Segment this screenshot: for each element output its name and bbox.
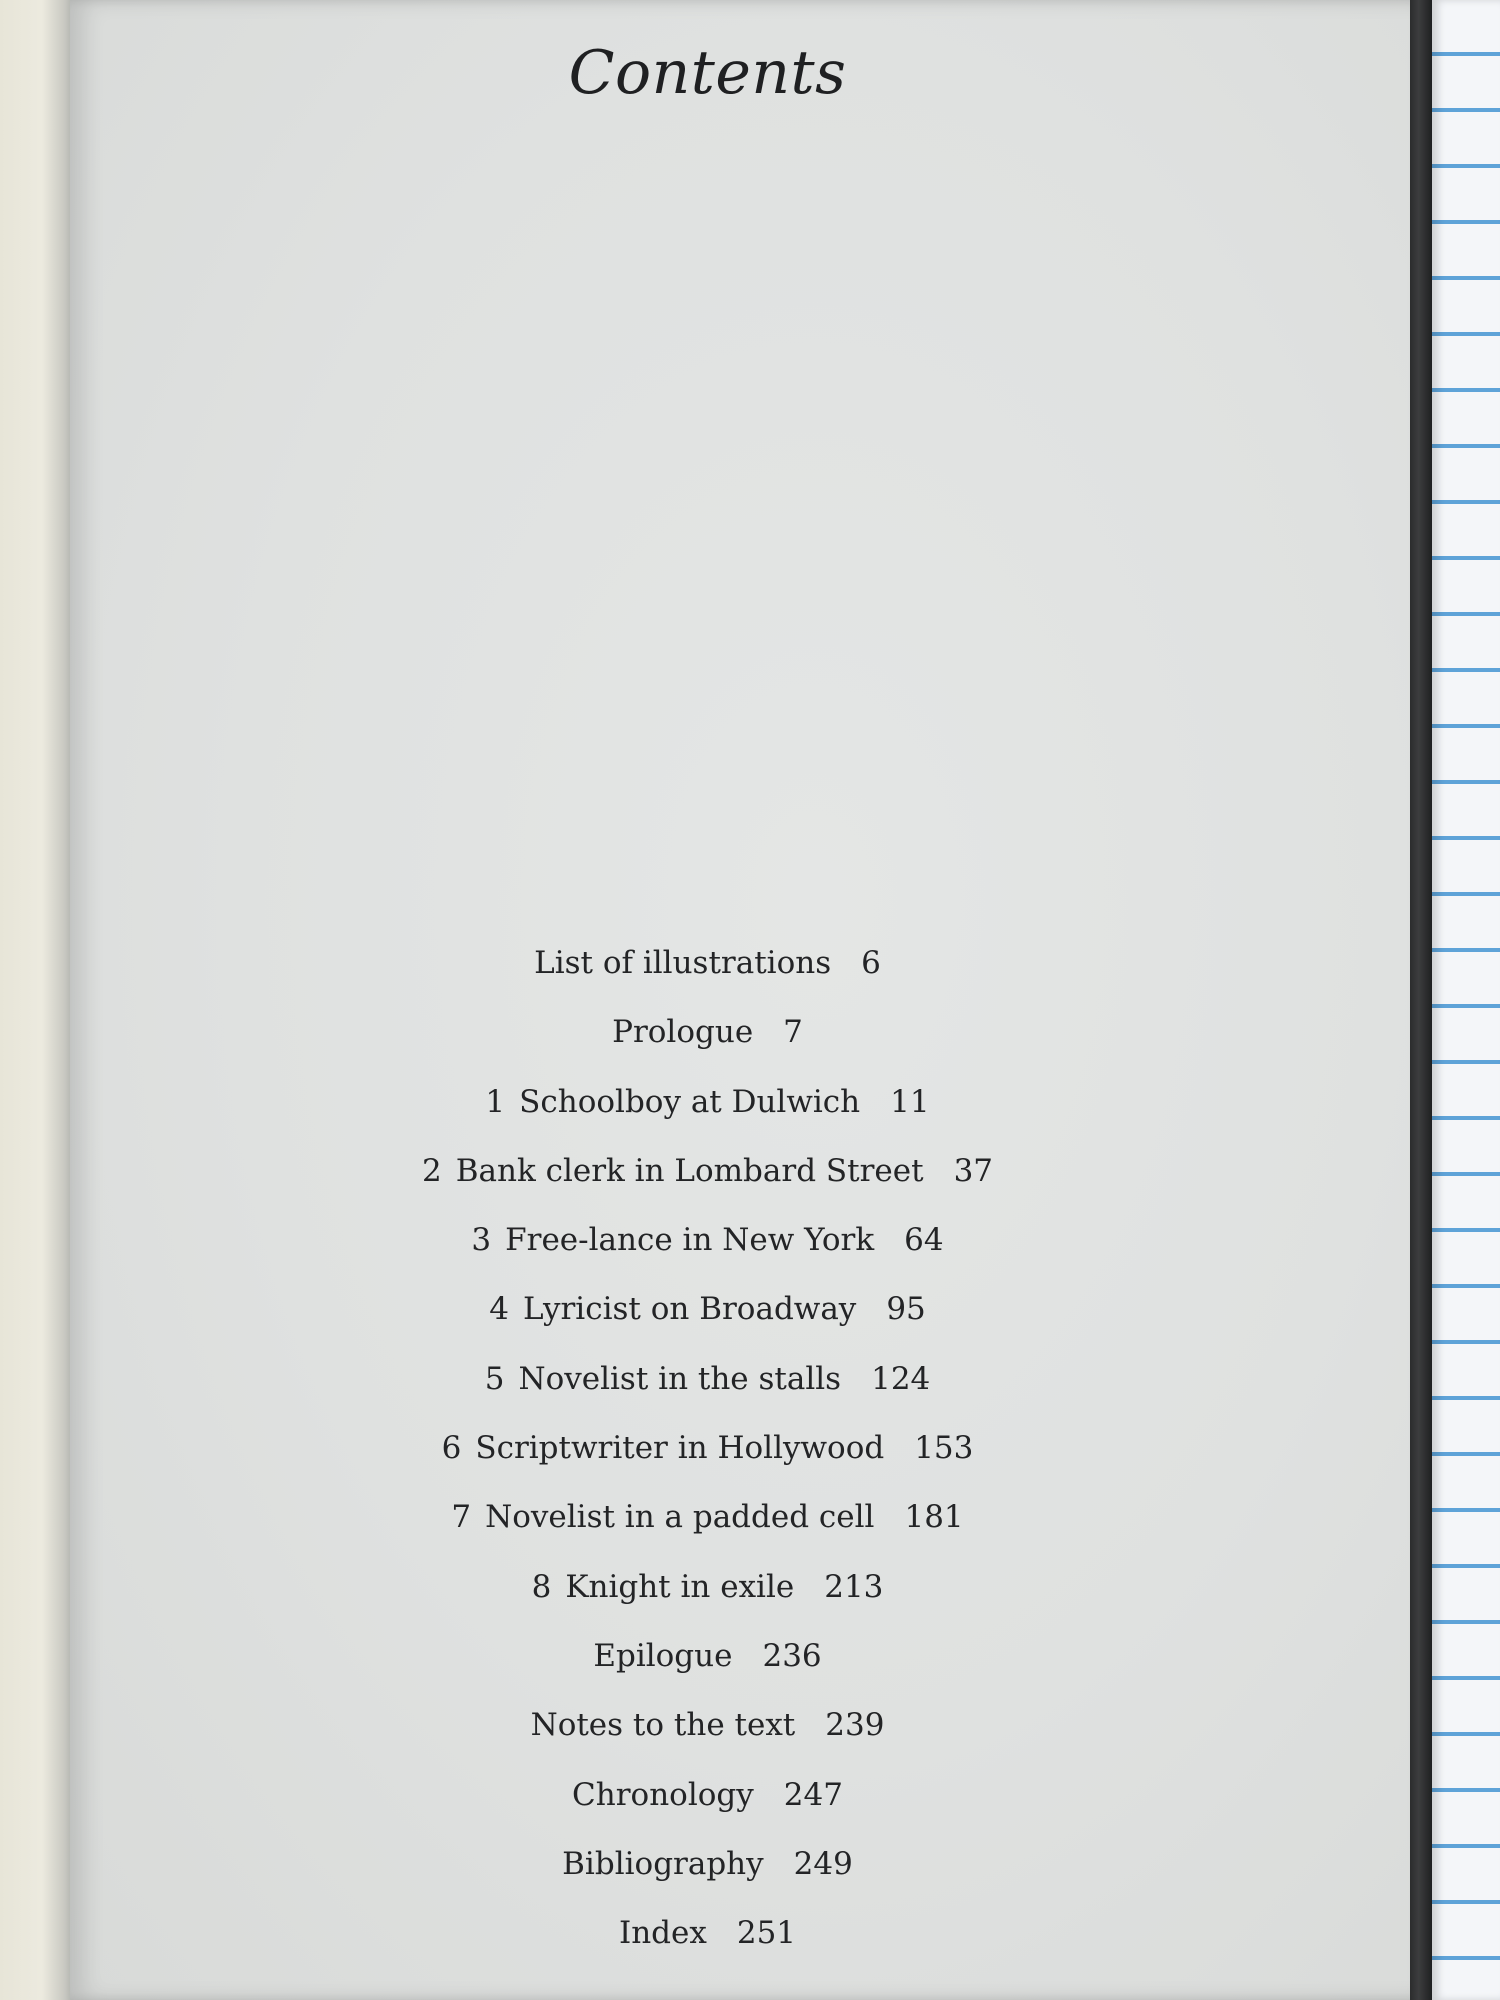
toc-entry (0, 1698, 1415, 1767)
toc-entry (0, 1906, 1415, 1975)
chapter-number: 8 (531, 1568, 552, 1605)
entry-title: Free-lance in New York (505, 1222, 875, 1259)
page-number: 247 (783, 1776, 843, 1813)
toc-entry (0, 1005, 1415, 1074)
toc-entry (0, 936, 1415, 1005)
entry-title: Novelist in the stalls (518, 1360, 842, 1397)
entry-title: Chronology (572, 1776, 754, 1813)
entry-title: Lyricist on Broadway (522, 1291, 857, 1328)
toc-entry (0, 1490, 1415, 1559)
page-number: 239 (825, 1707, 885, 1744)
chapter-number: 1 (485, 1083, 506, 1120)
entry-title: Bibliography (562, 1845, 764, 1882)
chapter-number: 3 (471, 1222, 492, 1259)
entry-title: Epilogue (593, 1637, 733, 1674)
toc-entry (0, 1282, 1415, 1351)
page-number: 153 (914, 1430, 974, 1467)
page-number: 6 (861, 945, 881, 981)
toc-entry (0, 1352, 1415, 1421)
page-number: 37 (953, 1152, 994, 1189)
toc-entry (0, 1144, 1415, 1213)
page-number: 95 (886, 1291, 926, 1328)
page-number: 7 (783, 1014, 803, 1051)
page-number: 213 (824, 1568, 884, 1605)
contents-title: Contents (568, 38, 847, 108)
page-number: 249 (793, 1845, 853, 1882)
table-of-contents (0, 936, 1415, 1975)
entry-title: Knight in exile (565, 1568, 795, 1605)
entry-title: Prologue (612, 1014, 754, 1051)
entry-title: Index (618, 1915, 707, 1952)
toc-entry (0, 1421, 1415, 1490)
toc-entry (0, 1629, 1415, 1698)
toc-entry (0, 1768, 1415, 1837)
chapter-number: 4 (489, 1291, 509, 1328)
toc-entry (0, 1213, 1415, 1282)
entry-title: List of illustrations (534, 945, 832, 981)
page-number: 236 (762, 1637, 822, 1674)
entry-title: Scriptwriter in Hollywood (475, 1430, 885, 1467)
chapter-number: 5 (484, 1360, 505, 1397)
chapter-number: 2 (421, 1152, 442, 1189)
entry-title: Notes to the text (530, 1707, 796, 1744)
page-number: 124 (871, 1360, 931, 1397)
entry-title: Bank clerk in Lombard Street (455, 1152, 924, 1189)
page-number: 11 (890, 1083, 930, 1120)
page-number: 181 (904, 1499, 964, 1536)
entry-title: Schoolboy at Dulwich (519, 1083, 861, 1120)
chapter-number: 7 (451, 1499, 472, 1536)
page-number: 251 (736, 1915, 797, 1952)
notebook-paper-background (1432, 0, 1500, 2000)
page-number: 64 (904, 1222, 944, 1259)
toc-entry (0, 1837, 1415, 1906)
entry-title: Novelist in a padded cell (485, 1499, 875, 1536)
toc-entry (0, 1075, 1415, 1144)
toc-entry (0, 1560, 1415, 1629)
chapter-number: 6 (441, 1430, 462, 1467)
